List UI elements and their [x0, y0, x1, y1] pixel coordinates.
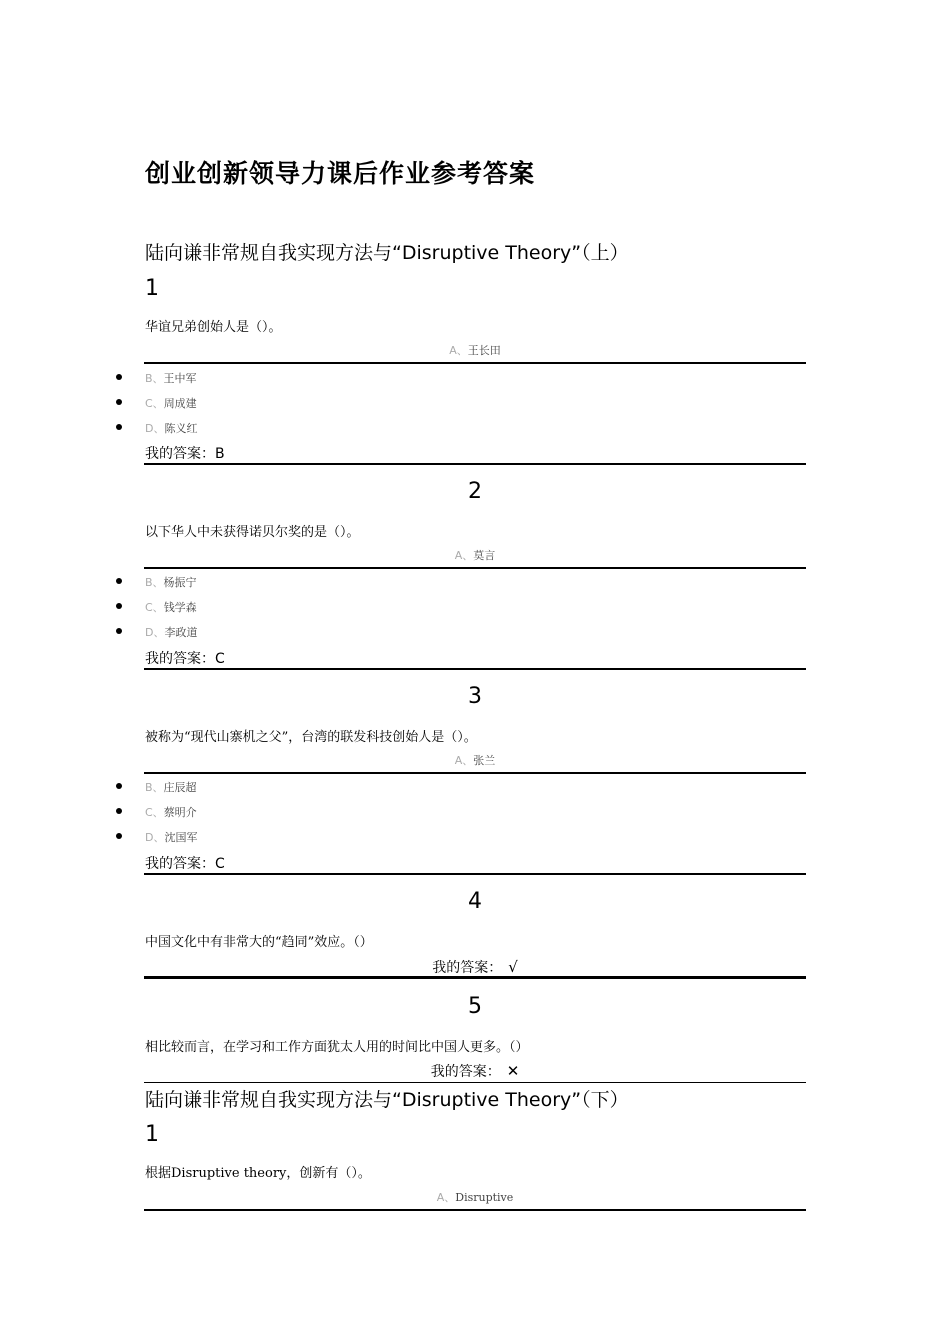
option-letter: B、 [145, 781, 164, 794]
bullet-icon [116, 833, 122, 839]
option-text: 沈国军 [164, 831, 198, 844]
option-text: Disruptive [455, 1191, 514, 1204]
option-d[interactable] [145, 420, 197, 436]
option-text: 李政道 [164, 626, 198, 639]
bullet-icon [116, 628, 122, 634]
option-letter: C、 [145, 806, 164, 819]
question-text: 中国文化中有非常大的“趋同”效应。（） [145, 935, 373, 950]
option-a[interactable] [145, 1189, 805, 1205]
option-letter: C、 [145, 397, 164, 410]
divider [144, 772, 806, 774]
question-text: 根据Disruptive theory，创新有（）。 [145, 1166, 371, 1181]
section-title: 陆向谦非常规自我实现方法与“Disruptive Theory”（上） [145, 242, 629, 264]
option-letter: A、 [449, 344, 468, 357]
option-d[interactable] [145, 829, 197, 845]
option-a[interactable] [145, 547, 805, 563]
bullet-icon [116, 399, 122, 405]
option-a[interactable] [145, 342, 805, 358]
option-text: 庄辰超 [163, 781, 197, 794]
question-number: 4 [468, 889, 482, 914]
option-letter: D、 [145, 831, 165, 844]
divider [144, 463, 806, 465]
option-letter: A、 [436, 1191, 456, 1204]
option-a[interactable] [145, 752, 805, 768]
option-text: 陈义红 [164, 422, 198, 435]
option-text: 周成建 [163, 397, 197, 410]
bullet-icon [116, 783, 122, 789]
cross-icon: ✕ [506, 1062, 520, 1080]
answer-label: 我的答案： [432, 960, 503, 976]
bullet-icon [116, 808, 122, 814]
question-text: 以下华人中未获得诺贝尔奖的是（）。 [145, 525, 360, 540]
question-number: 2 [468, 479, 482, 504]
option-letter: A、 [454, 549, 474, 562]
divider [144, 567, 806, 569]
option-letter: C、 [145, 601, 164, 614]
option-b[interactable] [145, 370, 197, 386]
my-answer: 我的答案：C [145, 651, 225, 667]
bullet-icon [116, 424, 122, 430]
option-c[interactable] [145, 395, 197, 411]
my-answer [145, 1061, 805, 1081]
question-number: 1 [145, 1122, 159, 1147]
question-text: 华谊兄弟创始人是（）。 [145, 320, 282, 335]
divider [144, 976, 806, 979]
option-text: 王中军 [163, 372, 197, 385]
question-text: 相比较而言，在学习和工作方面犹太人用的时间比中国人更多。（） [145, 1040, 529, 1055]
question-number: 1 [145, 276, 159, 301]
bullet-icon [116, 374, 122, 380]
divider [144, 1082, 806, 1083]
my-answer: 我的答案：B [145, 446, 225, 462]
option-letter: D、 [145, 626, 165, 639]
bullet-icon [116, 578, 122, 584]
option-c[interactable] [145, 599, 197, 615]
option-text: 王长田 [467, 344, 501, 357]
check-icon: √ [508, 958, 518, 976]
question-number: 5 [468, 994, 482, 1019]
answer-label: 我的答案： [430, 1064, 501, 1080]
option-text: 蔡明介 [163, 806, 197, 819]
divider [144, 668, 806, 670]
option-b[interactable] [145, 574, 197, 590]
divider [144, 873, 806, 875]
option-d[interactable] [145, 624, 197, 640]
bullet-icon [116, 603, 122, 609]
section-title: 陆向谦非常规自我实现方法与“Disruptive Theory”（下） [145, 1089, 629, 1111]
option-letter: B、 [145, 372, 164, 385]
divider [144, 1209, 806, 1211]
my-answer: 我的答案：C [145, 856, 225, 872]
page-title: 创业创新领导力课后作业参考答案 [145, 159, 536, 188]
option-c[interactable] [145, 804, 197, 820]
my-answer [145, 957, 805, 977]
divider [144, 362, 806, 364]
question-number: 3 [468, 684, 482, 709]
question-text: 被称为“现代山寨机之父”，台湾的联发科技创始人是（）。 [145, 730, 477, 745]
option-text: 莫言 [473, 549, 496, 562]
option-text: 钱学森 [163, 601, 197, 614]
option-text: 杨振宁 [163, 576, 197, 589]
option-letter: A、 [454, 754, 474, 767]
option-text: 张兰 [473, 754, 496, 767]
option-letter: D、 [145, 422, 165, 435]
option-b[interactable] [145, 779, 197, 795]
option-letter: B、 [145, 576, 164, 589]
